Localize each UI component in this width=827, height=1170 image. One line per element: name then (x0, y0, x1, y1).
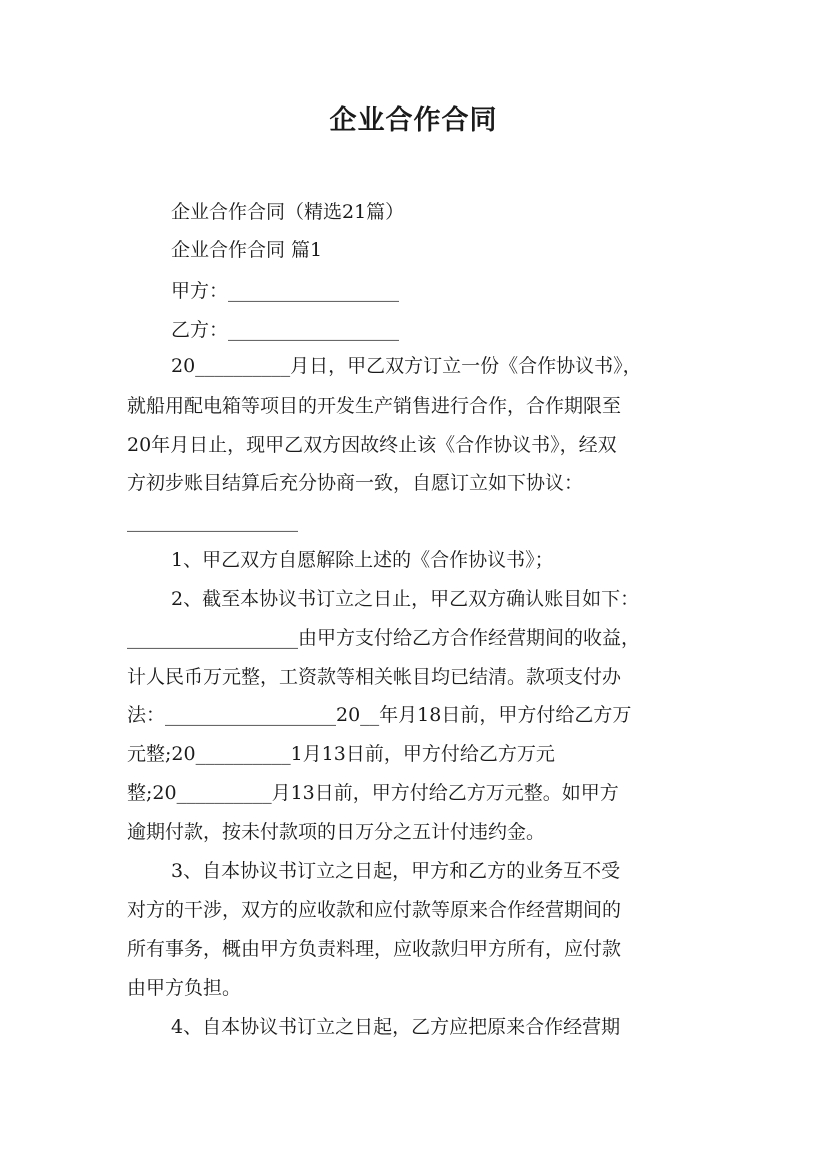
paragraph-line: 由甲方负担。 (127, 977, 242, 999)
paragraph-line: 元整;20__________1月13日前，甲方付给乙方万元 (127, 743, 555, 765)
subtitle-line: 企业合作合同（精选21篇） (171, 201, 405, 223)
clause-2: 2、截至本协议书订立之日止，甲乙双方确认账目如下： (171, 588, 640, 610)
blank-line: __________________ (127, 510, 298, 532)
paragraph-line: 整;20__________月13日前，甲方付给乙方万元整。如甲方 (127, 782, 619, 804)
paragraph-line: 计人民币万元整，工资款等相关帐目均已结清。款项支付办 (127, 666, 622, 688)
clause-4: 4、自本协议书订立之日起，乙方应把原来合作经营期 (171, 1016, 621, 1038)
party-a-line: 甲方：__________________ (171, 280, 400, 302)
paragraph-line: 所有事务，概由甲方负责料理，应收款归甲方所有，应付款 (127, 938, 622, 960)
paragraph-line: 20__________月日，甲乙双方订立一份《合作协议书》， (171, 355, 642, 377)
paragraph-line: 逾期付款，按未付款项的日万分之五计付违约金。 (127, 821, 546, 843)
paragraph-line: 就船用配电箱等项目的开发生产销售进行合作，合作期限至 (127, 395, 622, 417)
paragraph-line: 20年月日止，现甲乙双方因故终止该《合作协议书》，经双 (127, 434, 617, 456)
paragraph-line: 对方的干涉，双方的应收款和应付款等原来合作经营期间的 (127, 899, 622, 921)
paragraph-line: __________________由甲方支付给乙方合作经营期间的收益， (127, 627, 641, 649)
party-b-line: 乙方：__________________ (171, 319, 400, 341)
clause-3: 3、自本协议书订立之日起，甲方和乙方的业务互不受 (171, 860, 621, 882)
section-heading: 企业合作合同 篇1 (171, 239, 323, 261)
document-title: 企业合作合同 (329, 105, 498, 136)
paragraph-line: 法：__________________20__年月18日前，甲方付给乙方万 (127, 704, 632, 726)
clause-1: 1、甲乙双方自愿解除上述的《合作协议书》； (171, 549, 554, 571)
paragraph-line: 方初步账目结算后充分协商一致，自愿订立如下协议： (127, 472, 584, 494)
